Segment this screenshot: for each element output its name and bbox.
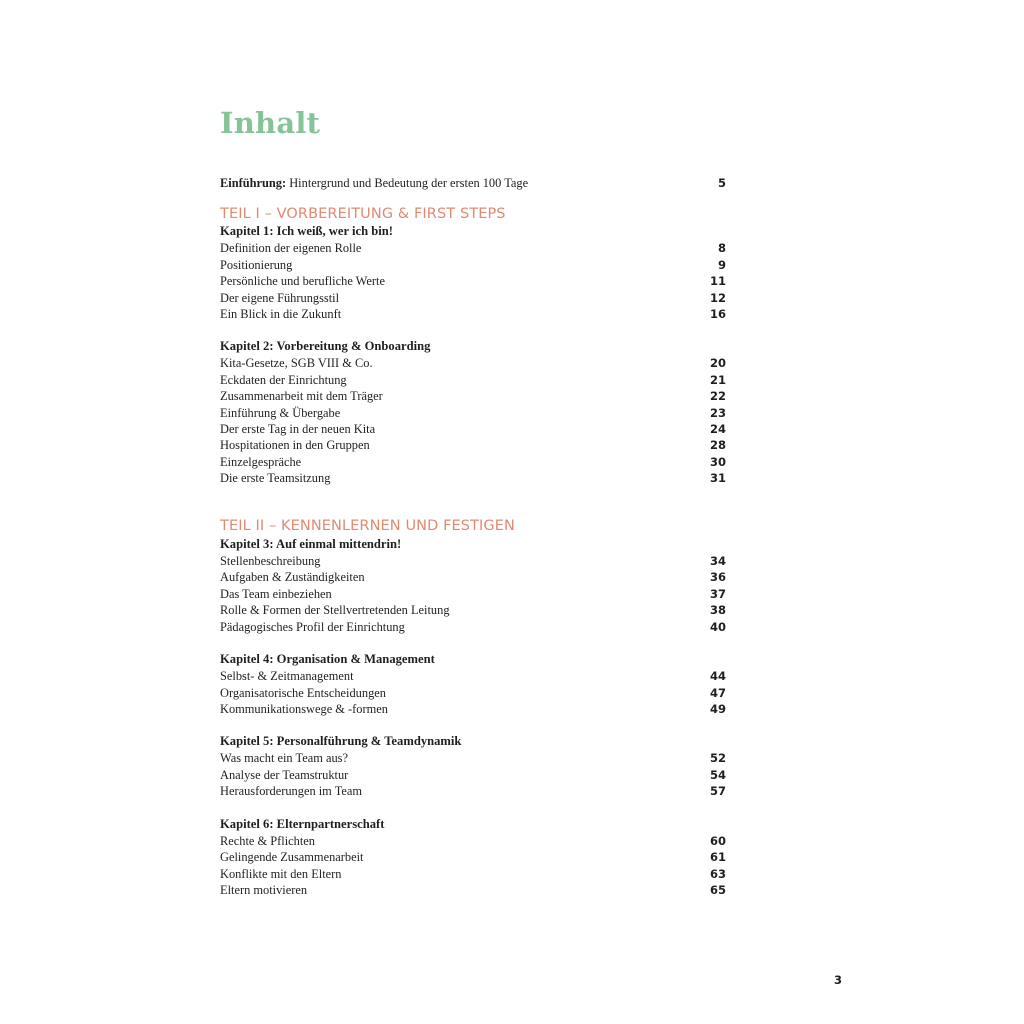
entry-text: Eltern motivieren bbox=[220, 883, 308, 897]
entry-page-number: 37 bbox=[709, 587, 726, 601]
entry-text: Kita-Gesetze, SGB VIII & Co. bbox=[220, 356, 373, 370]
entry-text: Eckdaten der Einrichtung bbox=[220, 373, 347, 387]
entry-page-number: 61 bbox=[709, 850, 726, 864]
toc-entry[interactable] bbox=[220, 602, 726, 618]
toc-entry[interactable] bbox=[220, 405, 726, 421]
entry-text: Positionierung bbox=[220, 258, 293, 272]
chapter-heading-2: Kapitel 2: Vorbereitung & Onboarding bbox=[220, 339, 431, 353]
toc-entry[interactable] bbox=[220, 290, 726, 306]
entry-page-number: 54 bbox=[709, 768, 726, 782]
entry-text: Herausforderungen im Team bbox=[220, 784, 363, 798]
entry-page-number: 36 bbox=[709, 570, 726, 584]
entry-page-number: 21 bbox=[709, 373, 726, 387]
entry-page-number: 47 bbox=[709, 686, 726, 700]
entry-page-number: 65 bbox=[709, 883, 726, 897]
toc-entry[interactable] bbox=[220, 240, 726, 256]
page-title: Inhalt bbox=[220, 106, 321, 140]
entry-page-number: 52 bbox=[709, 751, 726, 765]
entry-page-number: 49 bbox=[709, 702, 726, 716]
toc-entry[interactable] bbox=[220, 437, 726, 453]
toc-entry[interactable] bbox=[220, 355, 726, 371]
entry-page-number: 60 bbox=[709, 834, 726, 848]
toc-entry[interactable] bbox=[220, 767, 726, 783]
toc-entry[interactable] bbox=[220, 306, 726, 322]
entry-page-number: 34 bbox=[709, 554, 726, 568]
entry-text: Analyse der Teamstruktur bbox=[220, 768, 349, 782]
intro-text bbox=[220, 175, 528, 191]
toc-entry[interactable] bbox=[220, 388, 726, 404]
entry-text: Zusammenarbeit mit dem Träger bbox=[220, 389, 383, 403]
entry-page-number: 63 bbox=[709, 867, 726, 881]
entry-page-number: 8 bbox=[717, 241, 726, 255]
entry-page-number: 40 bbox=[709, 620, 726, 634]
toc-entry[interactable] bbox=[220, 750, 726, 766]
entry-page-number: 20 bbox=[709, 356, 726, 370]
intro-label: Einführung: bbox=[220, 176, 287, 190]
entry-text: Stellenbeschreibung bbox=[220, 554, 321, 568]
entry-text: Gelingende Zusammenarbeit bbox=[220, 850, 364, 864]
entry-text: Einführung & Übergabe bbox=[220, 406, 341, 420]
part-heading-1: TEIL I – VORBEREITUNG & FIRST STEPS bbox=[220, 206, 506, 222]
entry-text: Hospitationen in den Gruppen bbox=[220, 438, 370, 452]
toc-entry[interactable] bbox=[220, 849, 726, 865]
toc-entry[interactable] bbox=[220, 421, 726, 437]
part-heading-2: TEIL II – KENNENLERNEN UND FESTIGEN bbox=[220, 518, 515, 534]
toc-entry[interactable] bbox=[220, 619, 726, 635]
entry-text: Aufgaben & Zuständigkeiten bbox=[220, 570, 365, 584]
chapter-heading-6: Kapitel 6: Elternpartnerschaft bbox=[220, 817, 385, 831]
entry-text: Rolle & Formen der Stellvertretenden Leitung bbox=[220, 603, 450, 617]
entry-page-number: 30 bbox=[709, 455, 726, 469]
entry-page-number: 38 bbox=[709, 603, 726, 617]
toc-entry[interactable] bbox=[220, 685, 726, 701]
entry-text: Rechte & Pflichten bbox=[220, 834, 315, 848]
toc-entry[interactable] bbox=[220, 783, 726, 799]
toc-entry[interactable] bbox=[220, 257, 726, 273]
entry-page-number: 11 bbox=[709, 274, 726, 288]
toc-entry[interactable] bbox=[220, 454, 726, 470]
entry-page-number: 57 bbox=[709, 784, 726, 798]
entry-text: Das Team einbeziehen bbox=[220, 587, 332, 601]
page-number: 3 bbox=[834, 973, 843, 987]
entry-page-number: 24 bbox=[709, 422, 726, 436]
toc-entry[interactable] bbox=[220, 553, 726, 569]
entry-page-number: 28 bbox=[709, 438, 726, 452]
toc-entry[interactable] bbox=[220, 668, 726, 684]
entry-text: Einzelgespräche bbox=[220, 455, 302, 469]
chapter-heading-5: Kapitel 5: Personalführung & Teamdynamik bbox=[220, 734, 462, 748]
toc-entry[interactable] bbox=[220, 273, 726, 289]
intro-page-number: 5 bbox=[717, 176, 726, 190]
toc-entry[interactable] bbox=[220, 569, 726, 585]
toc-entry[interactable] bbox=[220, 882, 726, 898]
entry-text: Organisatorische Entscheidungen bbox=[220, 686, 386, 700]
entry-text: Was macht ein Team aus? bbox=[220, 751, 348, 765]
toc-entry[interactable] bbox=[220, 701, 726, 717]
entry-page-number: 44 bbox=[709, 669, 726, 683]
toc-entry[interactable] bbox=[220, 470, 726, 486]
entry-text: Ein Blick in die Zukunft bbox=[220, 307, 342, 321]
intro-entry[interactable] bbox=[220, 175, 726, 191]
entry-page-number: 12 bbox=[709, 291, 726, 305]
entry-text: Pädagogisches Profil der Einrichtung bbox=[220, 620, 405, 634]
entry-text: Die erste Teamsitzung bbox=[220, 471, 331, 485]
entry-text: Persönliche und berufliche Werte bbox=[220, 274, 385, 288]
chapter-heading-4: Kapitel 4: Organisation & Management bbox=[220, 652, 435, 666]
toc-entry[interactable] bbox=[220, 586, 726, 602]
toc-entry[interactable] bbox=[220, 372, 726, 388]
toc-entry[interactable] bbox=[220, 833, 726, 849]
chapter-heading-3: Kapitel 3: Auf einmal mittendrin! bbox=[220, 537, 402, 551]
chapter-heading-1: Kapitel 1: Ich weiß, wer ich bin! bbox=[220, 224, 393, 238]
entry-page-number: 23 bbox=[709, 406, 726, 420]
entry-page-number: 9 bbox=[717, 258, 726, 272]
intro-description: Hintergrund und Bedeutung der ersten 100 Tage bbox=[289, 176, 529, 190]
entry-page-number: 31 bbox=[709, 471, 726, 485]
toc-entry[interactable] bbox=[220, 866, 726, 882]
entry-text: Definition der eigenen Rolle bbox=[220, 241, 362, 255]
entry-text: Kommunikationswege & -formen bbox=[220, 702, 388, 716]
entry-text: Der erste Tag in der neuen Kita bbox=[220, 422, 376, 436]
entry-page-number: 22 bbox=[709, 389, 726, 403]
entry-page-number: 16 bbox=[709, 307, 726, 321]
entry-text: Konflikte mit den Eltern bbox=[220, 867, 342, 881]
entry-text: Der eigene Führungsstil bbox=[220, 291, 340, 305]
entry-text: Selbst- & Zeitmanagement bbox=[220, 669, 354, 683]
